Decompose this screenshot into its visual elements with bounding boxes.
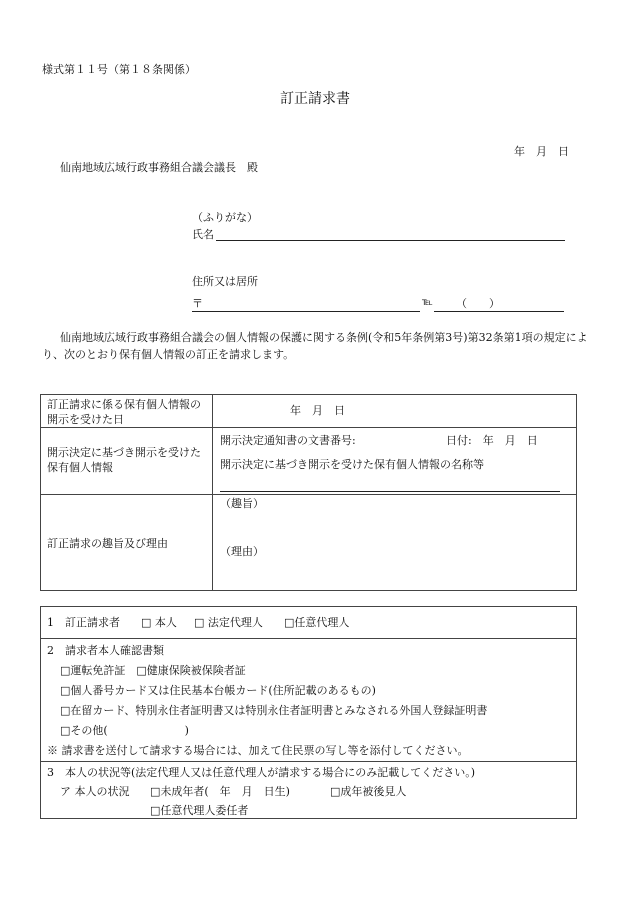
principal-status-label: ア 本人の状況	[60, 785, 130, 798]
table1-row-divider-1	[40, 427, 577, 428]
id-documents-line3[interactable]: □在留カード、特別永住者証明書又は特別永住者証明書とみなされる外国人登録証明書	[60, 704, 488, 717]
reason-label: （理由）	[220, 545, 264, 558]
address-field[interactable]	[192, 311, 420, 312]
tel-label: ℡	[422, 297, 433, 308]
disclosure-date-value[interactable]: 年 月 日	[290, 404, 345, 417]
table1-col-divider	[212, 394, 213, 591]
id-documents-other[interactable]: □その他( )	[60, 724, 189, 737]
id-documents-line1[interactable]: □運転免許証 □健康保険被保険者証	[60, 664, 246, 677]
tel-field[interactable]	[434, 311, 564, 312]
table2-row-divider-1	[40, 638, 577, 639]
purpose-reason-label: 訂正請求の趣旨及び理由	[47, 537, 168, 550]
address-label: 住所又は居所	[192, 275, 258, 288]
table2-row-divider-2	[40, 761, 577, 762]
name-label: 氏名	[192, 228, 214, 241]
disclosed-info-label: 開示決定に基づき開示を受けた保有個人情報	[47, 446, 201, 474]
checkbox-self[interactable]: □ 本人	[141, 616, 177, 629]
disclosure-date-label: 訂正請求に係る保有個人情報の開示を受けた日	[47, 398, 201, 426]
checkbox-voluntary-principal[interactable]: □任意代理人委任者	[150, 804, 249, 817]
disclosed-info-name: 開示決定に基づき開示を受けた保有個人情報の名称等	[220, 458, 484, 471]
intro-text: 仙南地域広域行政事務組合議会の個人情報の保護に関する条例(令和5年条例第3号)第32条第1項の規定により、次のとおり保有個人情報の訂正を請求します。	[42, 331, 588, 361]
form-number: 様式第１１号（第１８条関係）	[42, 63, 196, 76]
name-field[interactable]	[216, 240, 565, 241]
notice-doc-number[interactable]: 開示決定通知書の文書番号:	[220, 434, 356, 447]
table1-row-divider-2	[40, 494, 577, 495]
addressee: 仙南地域広域行政事務組合議会議長 殿	[60, 161, 258, 174]
disclosed-info-name-field[interactable]	[220, 491, 560, 492]
id-documents-line2[interactable]: □個人番号カード又は住民基本台帳カード(住所記載のあるもの)	[60, 684, 376, 697]
checkbox-voluntary-agent[interactable]: □任意代理人	[284, 616, 350, 629]
purpose-label: （趣旨）	[220, 497, 264, 510]
requester-type-label: 1 訂正請求者	[47, 616, 120, 629]
principal-status-title: 3 本人の状況等(法定代理人又は任意代理人が請求する場合にのみ記載してください。)	[47, 766, 476, 779]
postal-mark: 〒	[192, 297, 203, 310]
mail-request-note: ※ 請求書を送付して請求する場合には、加えて住民票の写し等を添付してください。	[47, 744, 469, 757]
checkbox-legal-agent[interactable]: □ 法定代理人	[194, 616, 263, 629]
checkbox-minor[interactable]: □未成年者( 年 月 日生)	[150, 785, 290, 798]
tel-parens: （ ）	[456, 297, 500, 310]
notice-date[interactable]: 日付: 年 月 日	[446, 434, 538, 447]
checkbox-adult-ward[interactable]: □成年被後見人	[330, 785, 407, 798]
id-documents-title: 2 請求者本人確認書類	[47, 644, 164, 657]
date-line: 年 月 日	[514, 145, 569, 158]
furigana-label: （ふりがな）	[192, 211, 258, 224]
page-title: 訂正請求書	[280, 91, 350, 107]
